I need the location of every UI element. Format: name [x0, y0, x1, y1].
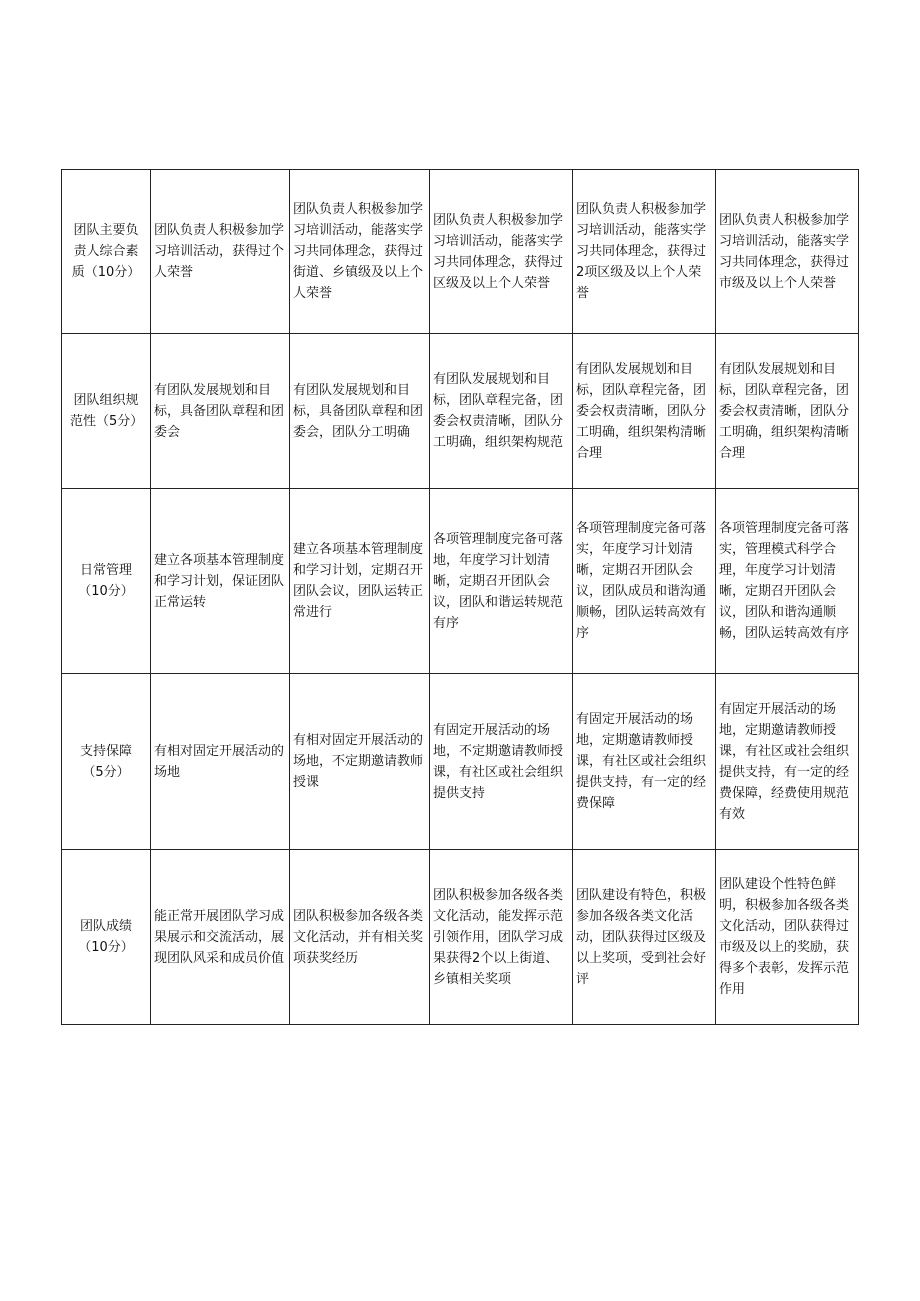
criterion-name: 日常管理（10分） [62, 489, 151, 674]
table-row [62, 334, 859, 489]
table-row [62, 489, 859, 674]
level-cell: 团队建设个性特色鲜明，积极参加各级各类文化活动，团队获得过市级及以上的奖励，获得多个表彰，发挥示范作用 [716, 850, 859, 1025]
level-cell: 团队负责人积极参加学习培训活动，获得过个人荣誉 [151, 170, 290, 334]
level-cell: 团队负责人积极参加学习培训活动，能落实学习共同体理念，获得过市级及以上个人荣誉 [716, 170, 859, 334]
criterion-name: 团队组织规范性（5分） [62, 334, 151, 489]
level-cell: 各项管理制度完备可落实，管理模式科学合理，年度学习计划清晰，定期召开团队会议，团队和谐沟通顺畅，团队运转高效有序 [716, 489, 859, 674]
level-cell: 有相对固定开展活动的场地，不定期邀请教师授课 [290, 674, 430, 850]
criterion-name: 团队成绩（10分） [62, 850, 151, 1025]
level-cell: 建立各项基本管理制度和学习计划，保证团队正常运转 [151, 489, 290, 674]
level-cell: 团队负责人积极参加学习培训活动，能落实学习共同体理念，获得过区级及以上个人荣誉 [430, 170, 573, 334]
level-cell: 各项管理制度完备可落实，年度学习计划清晰，定期召开团队会议，团队成员和谐沟通顺畅，团队运转高效有序 [573, 489, 716, 674]
criterion-name: 支持保障（5分） [62, 674, 151, 850]
table-row [62, 850, 859, 1025]
level-cell: 团队积极参加各级各类文化活动，并有相关奖项获奖经历 [290, 850, 430, 1025]
level-cell: 有相对固定开展活动的场地 [151, 674, 290, 850]
level-cell: 有团队发展规划和目标，团队章程完备，团委会权责清晰，团队分工明确，组织架构规范 [430, 334, 573, 489]
level-cell: 有固定开展活动的场地，不定期邀请教师授课，有社区或社会组织提供支持 [430, 674, 573, 850]
level-cell: 各项管理制度完备可落地，年度学习计划清晰，定期召开团队会议，团队和谐运转规范有序 [430, 489, 573, 674]
level-cell: 有固定开展活动的场地，定期邀请教师授课，有社区或社会组织提供支持，有一定的经费保障 [573, 674, 716, 850]
level-cell: 有团队发展规划和目标，具备团队章程和团委会 [151, 334, 290, 489]
level-cell: 能正常开展团队学习成果展示和交流活动，展现团队风采和成员价值 [151, 850, 290, 1025]
level-cell: 有团队发展规划和目标，具备团队章程和团委会，团队分工明确 [290, 334, 430, 489]
level-cell: 团队负责人积极参加学习培训活动，能落实学习共同体理念，获得过街道、乡镇级及以上个人荣誉 [290, 170, 430, 334]
level-cell: 建立各项基本管理制度和学习计划，定期召开团队会议，团队运转正常进行 [290, 489, 430, 674]
level-cell: 有固定开展活动的场地，定期邀请教师授课，有社区或社会组织提供支持，有一定的经费保障，经费使用规范有效 [716, 674, 859, 850]
level-cell: 有团队发展规划和目标，团队章程完备，团委会权责清晰，团队分工明确，组织架构清晰合理 [716, 334, 859, 489]
level-cell: 团队负责人积极参加学习培训活动，能落实学习共同体理念，获得过2项区级及以上个人荣誉 [573, 170, 716, 334]
level-cell: 团队建设有特色，积极参加各级各类文化活动，团队获得过区级及以上奖项，受到社会好评 [573, 850, 716, 1025]
level-cell: 有团队发展规划和目标，团队章程完备，团委会权责清晰，团队分工明确，组织架构清晰合理 [573, 334, 716, 489]
table-row [62, 674, 859, 850]
criterion-name: 团队主要负责人综合素质（10分） [62, 170, 151, 334]
level-cell: 团队积极参加各级各类文化活动，能发挥示范引领作用，团队学习成果获得2个以上街道、乡镇相关奖项 [430, 850, 573, 1025]
evaluation-criteria-table [61, 169, 859, 1025]
table-row [62, 170, 859, 334]
